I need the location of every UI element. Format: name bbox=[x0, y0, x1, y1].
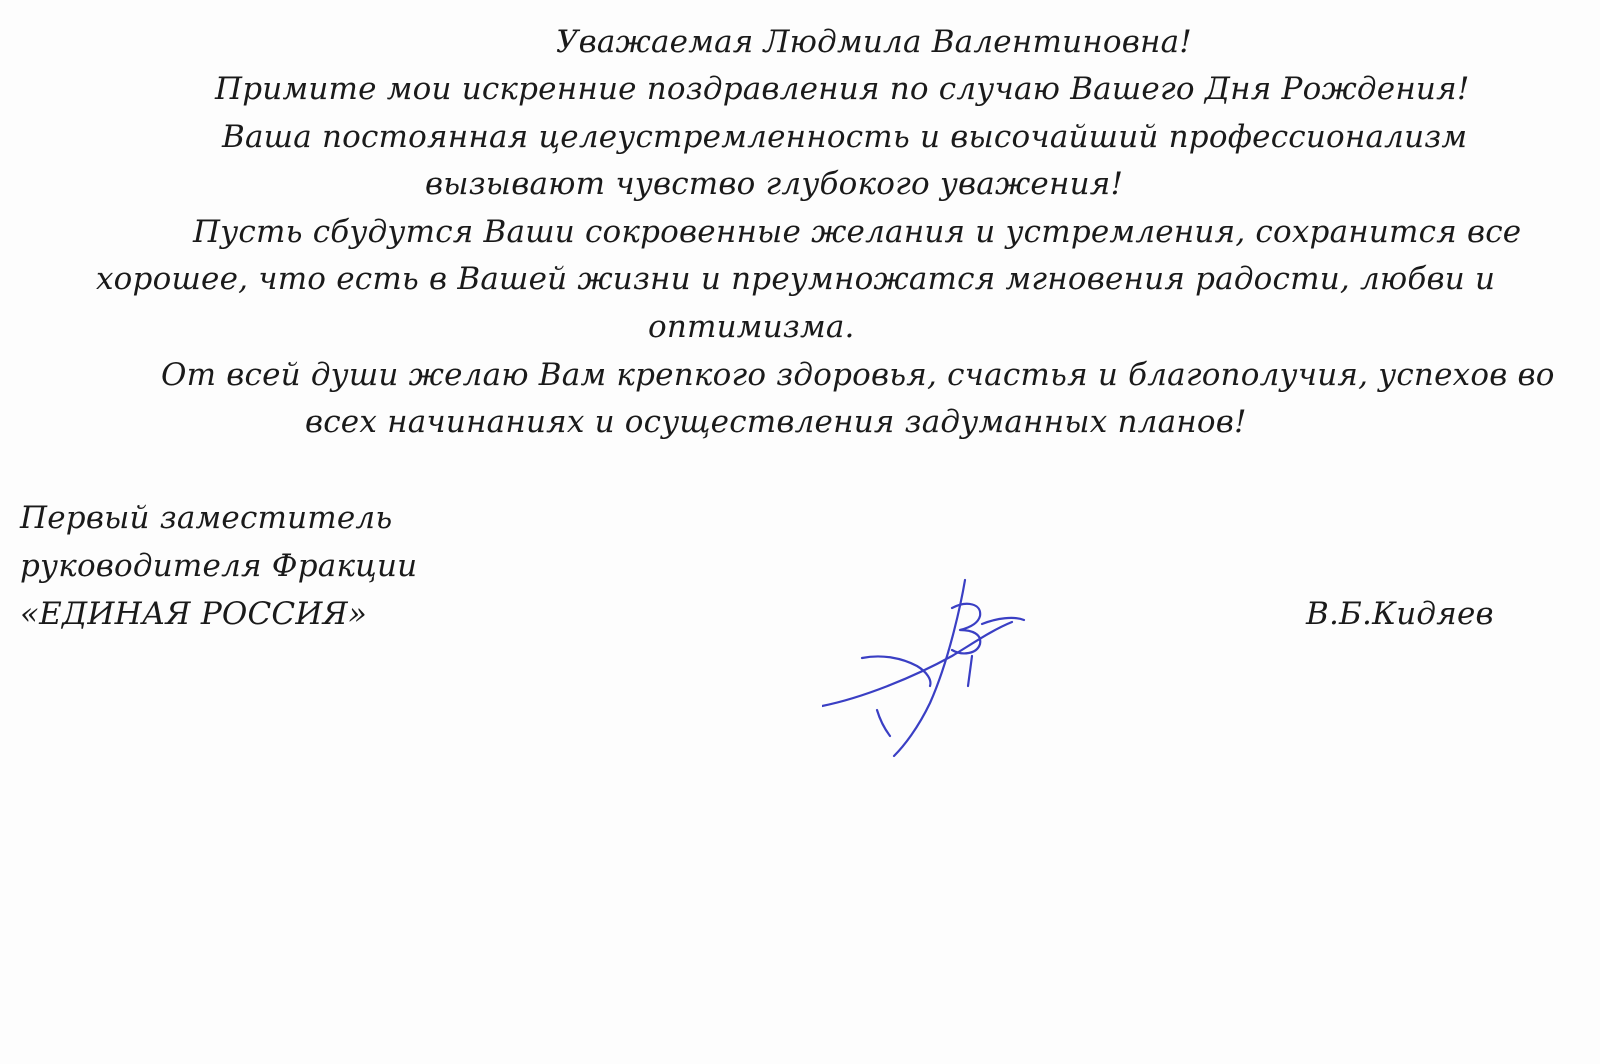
body-line-2: Ваша постоянная целеустремленность и высочайший профессионализм bbox=[222, 119, 1468, 155]
body-line-1: Примите мои искренние поздравления по случаю Вашего Дня Рождения! bbox=[215, 71, 1470, 107]
signature-icon bbox=[822, 578, 1032, 768]
body-line-8: всех начинаниях и осуществления задуманных планов! bbox=[305, 404, 1247, 440]
position-line-2: руководителя Фракции bbox=[20, 548, 418, 584]
signatory-name: В.Б.Кидяев bbox=[1306, 596, 1494, 632]
body-line-7: От всей души желаю Вам крепкого здоровья, счастья и благополучия, успехов во bbox=[161, 357, 1555, 393]
position-line-3: «ЕДИНАЯ РОССИЯ» bbox=[20, 596, 367, 632]
body-line-5: хорошее, что есть в Вашей жизни и преумножатся мгновения радости, любви и bbox=[96, 261, 1496, 297]
position-line-1: Первый заместитель bbox=[20, 500, 393, 536]
body-line-3: вызывают чувство глубокого уважения! bbox=[425, 166, 1124, 202]
body-line-6: оптимизма. bbox=[648, 309, 855, 345]
salutation: Уважаемая Людмила Валентиновна! bbox=[556, 24, 1192, 60]
body-line-4: Пусть сбудутся Ваши сокровенные желания и устремления, сохранится все bbox=[193, 214, 1522, 250]
